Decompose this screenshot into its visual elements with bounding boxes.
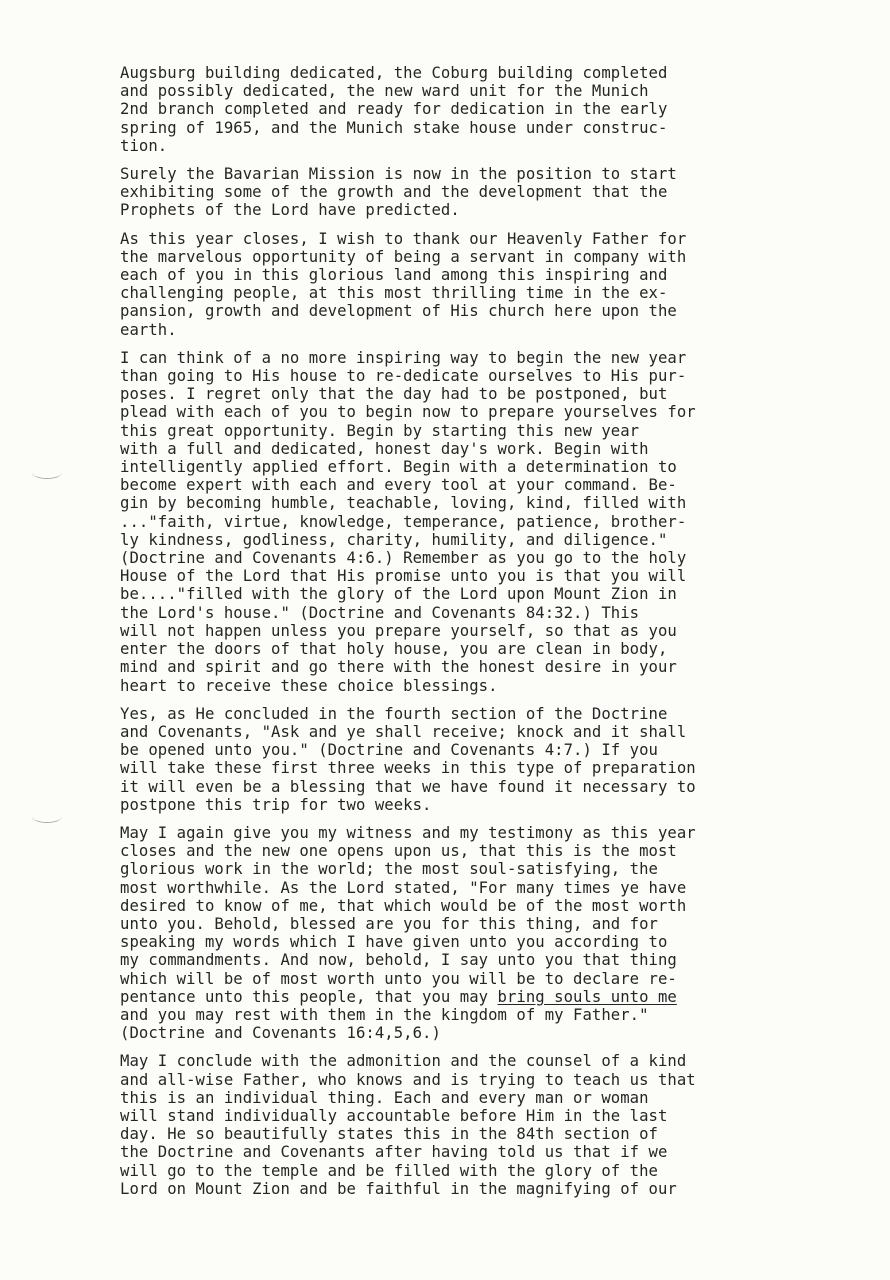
text-line: it will even be a blessing that we have found it necessary to: [120, 777, 696, 796]
paragraph: [120, 824, 820, 1042]
letter-body: [120, 64, 820, 1208]
paragraph: [120, 165, 820, 220]
paragraph: [120, 349, 820, 695]
text-line: glorious work in the world; the most soul-satisfying, the: [120, 860, 658, 879]
text-line: ..."faith, virtue, knowledge, temperance, patience, brother-: [120, 512, 687, 531]
text-line: mind and spirit and go there with the honest desire in your: [120, 658, 677, 677]
text-line: I can think of a no more inspiring way to begin the new year: [120, 348, 687, 367]
text-line: heart to receive these choice blessings.: [120, 676, 498, 695]
text-line: the Lord's house." (Doctrine and Covenants 84:32.) This: [120, 603, 640, 622]
text-line: [120, 988, 820, 1006]
text-line: and Covenants, "Ask and ye shall receive; knock and it shall: [120, 722, 687, 741]
text-line: postpone this trip for two weeks.: [120, 795, 432, 814]
text-line: ly kindness, godliness, charity, humility, and diligence.": [120, 530, 668, 549]
text-line: Prophets of the Lord have predicted.: [120, 201, 460, 220]
text-line: and you may rest with them in the kingdom of my Father.": [120, 1005, 649, 1024]
text-line: Augsburg building dedicated, the Coburg building completed: [120, 64, 668, 82]
paragraph: [120, 230, 820, 339]
text-line: gin by becoming humble, teachable, loving, kind, filled with: [120, 494, 687, 513]
text-line: poses. I regret only that the day had to be postponed, but: [120, 385, 668, 404]
text-line: Surely the Bavarian Mission is now in the position to start: [120, 165, 677, 184]
punch-hole-mark: [32, 810, 62, 823]
text-line: will not happen unless you prepare yourself, so that as you: [120, 621, 677, 640]
text-line: (Doctrine and Covenants 16:4,5,6.): [120, 1024, 441, 1043]
text-line: desired to know of me, that which would be of the most worth: [120, 896, 687, 915]
text-line: will go to the temple and be filled with the glory of the: [120, 1161, 658, 1180]
text-line: and all-wise Father, who knows and is trying to teach us that: [120, 1070, 696, 1089]
text-line: spring of 1965, and the Munich stake house under construc-: [120, 118, 668, 137]
text-line: House of the Lord that His promise unto you is that you will: [120, 567, 687, 586]
text-line: May I conclude with the admonition and the counsel of a kind: [120, 1052, 687, 1071]
paragraph: [120, 705, 820, 814]
text-line: the marvelous opportunity of being a servant in company with: [120, 247, 687, 266]
text-line: 2nd branch completed and ready for dedication in the early: [120, 100, 668, 119]
paragraph: [120, 64, 820, 155]
text-line: will stand individually accountable before Him in the last: [120, 1106, 668, 1125]
paragraph: [120, 1052, 820, 1198]
text-line: most worthwhile. As the Lord stated, "For many times ye have: [120, 878, 687, 897]
underlined-phrase: bring souls unto me: [497, 987, 677, 1006]
text-line: intelligently applied effort. Begin with a determination to: [120, 458, 677, 477]
text-line: be opened unto you." (Doctrine and Covenants 4:7.) If you: [120, 741, 658, 760]
text-line: this great opportunity. Begin by starting this new year: [120, 421, 640, 440]
text-line: my commandments. And now, behold, I say unto you that thing: [120, 951, 677, 970]
text-line: pansion, growth and development of His church here upon the: [120, 302, 677, 321]
text-line: the Doctrine and Covenants after having told us that if we: [120, 1143, 668, 1162]
text-line: tion.: [120, 136, 168, 155]
text-line: As this year closes, I wish to thank our Heavenly Father for: [120, 229, 687, 248]
text-line: exhibiting some of the growth and the development that the: [120, 183, 668, 202]
punch-hole-mark: [32, 466, 62, 479]
text-line: each of you in this glorious land among this inspiring and: [120, 266, 668, 285]
text-line: with a full and dedicated, honest day's work. Begin with: [120, 439, 649, 458]
text-line: which will be of most worth unto you will be to declare re-: [120, 969, 677, 988]
text-line: closes and the new one opens upon us, that this is the most: [120, 842, 677, 861]
text-line: and possibly dedicated, the new ward unit for the Munich: [120, 82, 649, 101]
text-line: speaking my words which I have given unto you according to: [120, 933, 668, 952]
text-line: enter the doors of that holy house, you are clean in body,: [120, 640, 668, 659]
text-line: May I again give you my witness and my testimony as this year: [120, 823, 696, 842]
text-line: be...."filled with the glory of the Lord upon Mount Zion in: [120, 585, 677, 604]
text-segment: pentance unto this people, that you may: [120, 987, 498, 1006]
text-line: Lord on Mount Zion and be faithful in the magnifying of our: [120, 1179, 677, 1198]
text-line: unto you. Behold, blessed are you for this thing, and for: [120, 914, 658, 933]
text-line: become expert with each and every tool at your command. Be-: [120, 476, 677, 495]
text-line: earth.: [120, 320, 177, 339]
text-line: this is an individual thing. Each and every man or woman: [120, 1088, 649, 1107]
text-line: than going to His house to re-dedicate ourselves to His pur-: [120, 367, 687, 386]
text-line: will take these first three weeks in this type of preparation: [120, 759, 696, 778]
text-line: (Doctrine and Covenants 4:6.) Remember as you go to the holy: [120, 549, 687, 568]
text-line: challenging people, at this most thrilling time in the ex-: [120, 284, 668, 303]
text-line: day. He so beautifully states this in the 84th section of: [120, 1125, 658, 1144]
text-line: plead with each of you to begin now to prepare yourselves for: [120, 403, 696, 422]
text-line: Yes, as He concluded in the fourth section of the Doctrine: [120, 704, 668, 723]
